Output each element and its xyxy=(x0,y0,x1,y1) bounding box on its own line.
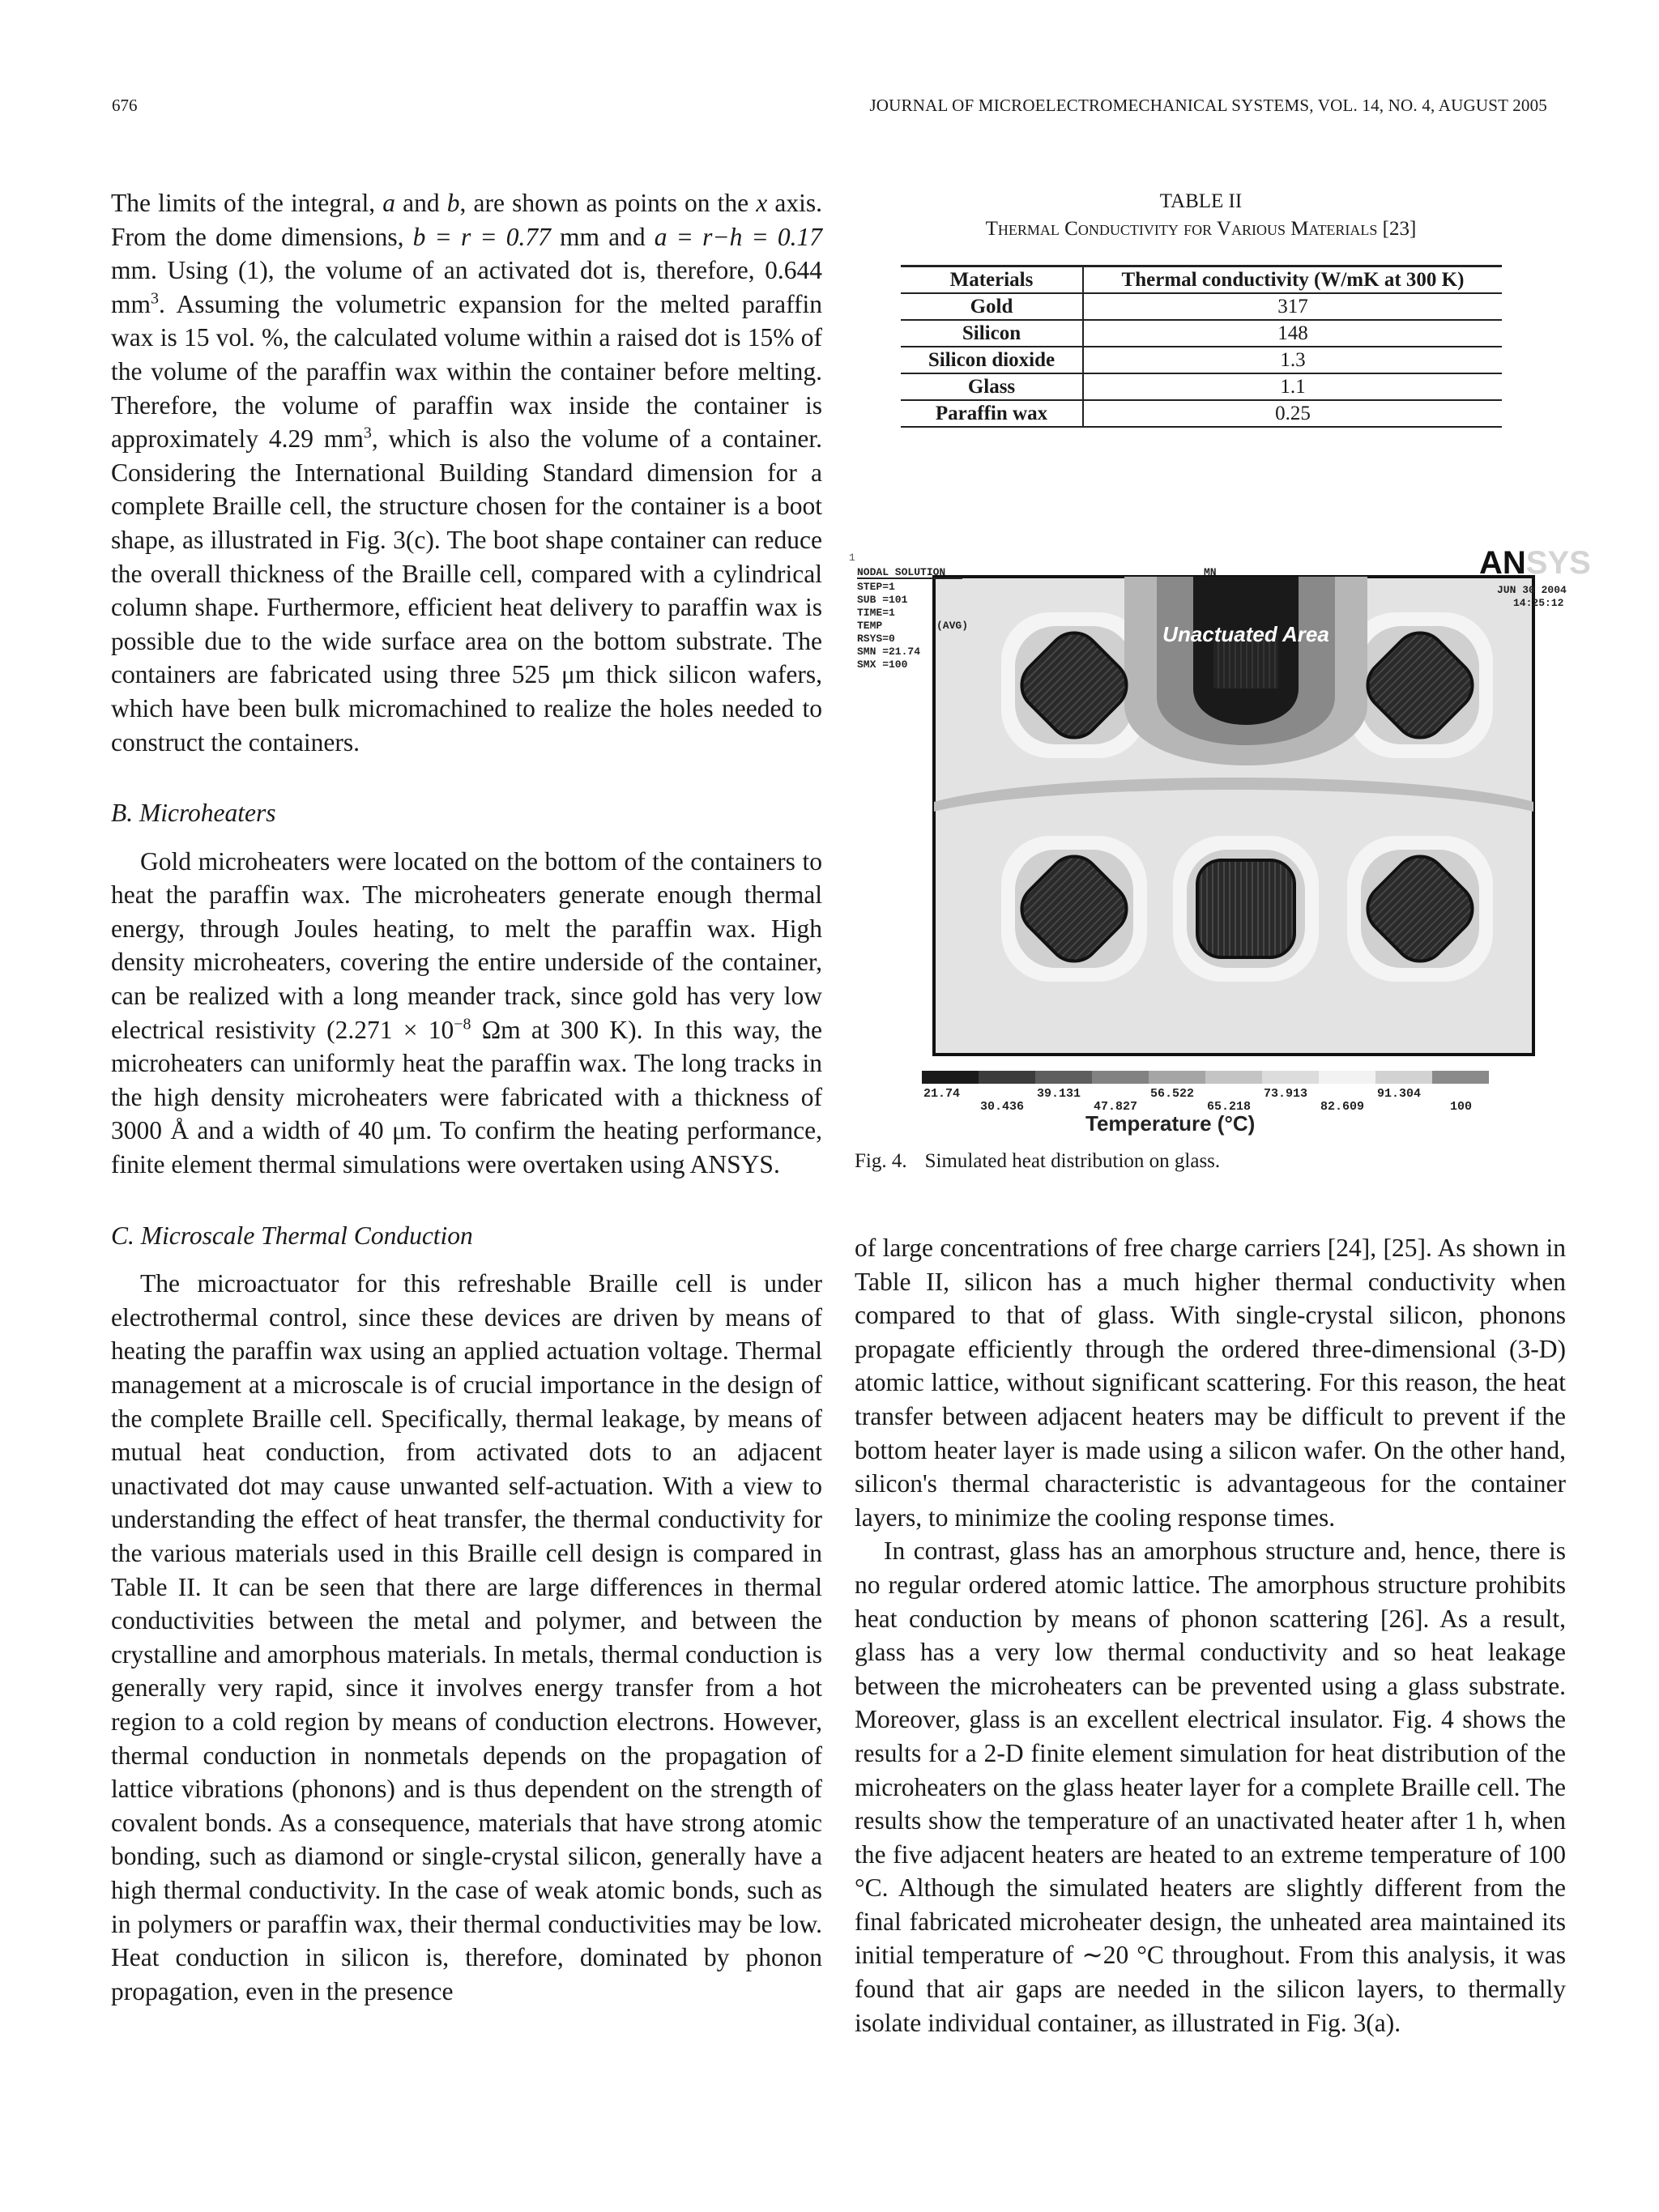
figure-corner-mark: 1 xyxy=(849,552,855,564)
figure-label: Fig. 4. xyxy=(855,1150,907,1172)
table-row xyxy=(901,347,1502,373)
scale-tick: 73.913 xyxy=(1264,1087,1308,1101)
info-line: RSYS=0 xyxy=(857,633,895,645)
info-line: SMN =21.74 xyxy=(857,646,921,658)
table-header-row xyxy=(901,266,1502,294)
ansys-logo: ANSYS xyxy=(1479,545,1591,581)
temperature-scale xyxy=(922,1071,1489,1084)
page-number: 676 xyxy=(112,96,138,115)
paragraph-silicon-conductivity: of large concentrations of free charge carriers [24], [25]. As shown in Table II, silicon has a much higher thermal conductivity when compared to that of glass. With single-crystal silicon, phonons propagate efficiently through the ordered three-dimensional (3-D) atomic lattice, without significant scattering. For this reason, the heat transfer between adjacent heaters may be difficult to prevent if the bottom heater layer is made using a silicon wafer. On the other hand, silicon's thermal characteristic is advantageous for the container layers, to minimize the cooling response times. xyxy=(855,1234,1566,1532)
table-cell-material: Glass xyxy=(901,373,1083,400)
table-cell-value: 148 xyxy=(1083,320,1502,347)
table-cell-material: Silicon xyxy=(901,320,1083,347)
table-header-conductivity: Thermal conductivity (W/mK at 300 K) xyxy=(1083,266,1502,294)
info-line: STEP=1 xyxy=(857,581,895,593)
scale-tick: 39.131 xyxy=(1037,1087,1081,1101)
avg-label: (AVG) xyxy=(936,620,969,632)
table-row xyxy=(901,373,1502,400)
info-line: NODAL SOLUTION xyxy=(857,566,946,578)
info-line: TEMP xyxy=(857,620,883,632)
page-header xyxy=(112,96,1547,128)
mn-label: MN xyxy=(1204,566,1217,578)
table-header-materials: Materials xyxy=(901,266,1083,294)
table-row xyxy=(901,320,1502,347)
table-cell-value: 1.3 xyxy=(1083,347,1502,373)
left-column xyxy=(111,186,822,2008)
scale-tick: 65.218 xyxy=(1207,1100,1252,1114)
table-cell-material: Silicon dioxide xyxy=(901,347,1083,373)
scale-tick: 30.436 xyxy=(980,1100,1025,1114)
info-line: SMX =100 xyxy=(857,658,908,671)
section-heading-microheaters: B. Microheaters xyxy=(111,799,276,828)
heat-distribution-figure xyxy=(849,543,1591,1110)
scale-title: Temperature (°C) xyxy=(1085,1111,1256,1136)
paragraph-microheaters: Gold microheaters were located on the bottom of the containers to heat the paraffin wax. The microheaters generate enough thermal energy, through Joules heating, to melt the paraffin wax. High density microheaters, covering the entire underside of the container, can be realized with a long meander track, since gold has very low electrical resistivity ($2.271 \times 10^{-8}$ Ωm at 300 K). In this way, the microheaters can uniformly heat the paraffin wax. The long tracks in the high density microheaters were fabricated with a thickness of 3000 Å and a width of 40 μm. To confirm the heating performance, finite element thermal simulations were overtaken using ANSYS. xyxy=(111,846,822,1179)
table-cell-value: 317 xyxy=(1083,293,1502,320)
paragraph-glass-structure: In contrast, glass has an amorphous structure and, hence, there is no regular ordered atomic lattice. The amorphous structure prohibits heat conduction by means of phonon scattering [26]. As a result, glass has a very low thermal conductivity and so heat leakage between the microheaters can be prevented using a glass substrate. Moreover, glass is an excellent electrical insulator. Fig. 4 shows the results for a 2-D finite element simulation for heat distribution of the microheaters on the glass heater layer for a complete Braille cell. The results show the temperature of an unactivated heater after 1 h, when the five adjacent heaters are heated to an extreme temperature of 100 °C. Although the simulated heaters are slightly different from the final fabricated microheater design, the unheated area maintained its initial temperature of ∼20 °C throughout. From this analysis, it was found that air gaps are needed in the silicon layers, to thermally isolate individual container, as illustrated in Fig. 3(a). xyxy=(855,1536,1566,2037)
journal-title: JOURNAL OF MICROELECTROMECHANICAL SYSTEMS, VOL. 14, NO. 4, AUGUST 2005 xyxy=(869,96,1547,115)
right-column xyxy=(855,1231,1566,2039)
table-title: Thermal Conductivity for Various Materials [23] xyxy=(985,218,1417,240)
scale-tick: 56.522 xyxy=(1150,1087,1195,1101)
scale-tick: 21.74 xyxy=(923,1087,961,1101)
table-cell-value: 0.25 xyxy=(1083,400,1502,427)
paragraph-thermal-conduction: The microactuator for this refreshable Braille cell is under electrothermal control, since these devices are driven by means of heating the paraffin wax using an applied actuation voltage. Thermal management at a microscale is of crucial importance in the design of the complete Braille cell. Specifically, thermal leakage, by means of mutual heat conduction, from activated dots to an adjacent unactivated dot may cause unwanted self-actuation. With a view to understanding the effect of heat transfer, the thermal conductivity for the various materials used in this Braille cell design is compared in Table II. It can be seen that there are large differences in thermal conductivities between the metal and polymer, and between the crystalline and amorphous materials. In metals, thermal conduction is generally very rapid, since it involves energy transfer from a hot region to a cold region by means of conduction electrons. However, thermal conduction in nonmetals depends on the propagation of lattice vibrations (phonons) and is thus dependent on the strength of covalent bonds. As a consequence, materials that have strong atomic bonding, such as diamond or single-crystal silicon, generally have a high thermal conductivity. In the case of weak atomic bonds, such as in polymers or paraffin wax, their thermal conductivities may be low. Heat conduction in silicon is, therefore, dominated by phonon propagation, even in the presence xyxy=(111,1269,822,2005)
table-cell-material: Gold xyxy=(901,293,1083,320)
unactuated-area-label: Unactuated Area xyxy=(1162,622,1329,646)
thermal-conductivity-table xyxy=(901,265,1502,428)
table-row xyxy=(901,293,1502,320)
info-line: SUB =101 xyxy=(857,594,908,606)
section-heading-thermal-conduction: C. Microscale Thermal Conduction xyxy=(111,1221,473,1250)
scale-tick: 47.827 xyxy=(1094,1100,1138,1114)
scale-labels xyxy=(849,1087,1562,1144)
table-cell-value: 1.1 xyxy=(1083,373,1502,400)
info-line: TIME=1 xyxy=(857,607,895,619)
figure-caption xyxy=(855,1150,1220,1173)
table-label: TABLE II xyxy=(1159,190,1243,212)
scale-tick: 82.609 xyxy=(1320,1100,1365,1114)
table-cell-material: Paraffin wax xyxy=(901,400,1083,427)
table-caption xyxy=(899,188,1503,243)
figure-caption-text: Simulated heat distribution on glass. xyxy=(924,1150,1221,1172)
paragraph-integral-limits: The limits of the integral, a and b, are shown as points on the x axis. From the dome dimensions, b = r = 0.77 mm and a = r−h = 0.17 mm. Using (1), the volume of an activated dot is, therefore, 0.644 $mm^3$. Assuming the volumetric expansion for the melted paraffin wax is 15 vol. %, the calculated volume within a raised dot is 15% of the volume of the paraffin wax within the container before melting. Therefore, the volume of paraffin wax inside the container is approximately 4.29 $mm^3$, which is also the volume of a container. Considering the International Building Standard dimension for a complete Braille cell, the structure chosen for the container is a boot shape, as illustrated in Fig. 3(c). The boot shape container can reduce the overall thickness of the Braille cell, compared with a cylindrical column shape. Furthermore, efficient heat delivery to paraffin wax is possible due to the wide surface area on the bottom substrate. The containers are fabricated using three 525 μm thick silicon wafers, which have been bulk micromachined to realize the holes needed to construct the containers. xyxy=(111,189,823,757)
time-label: 14:25:12 xyxy=(1513,597,1564,609)
scale-tick: 100 xyxy=(1450,1100,1473,1114)
table-row xyxy=(901,400,1502,427)
date-label: JUN 30 2004 xyxy=(1497,584,1567,596)
scale-tick: 91.304 xyxy=(1377,1087,1422,1101)
